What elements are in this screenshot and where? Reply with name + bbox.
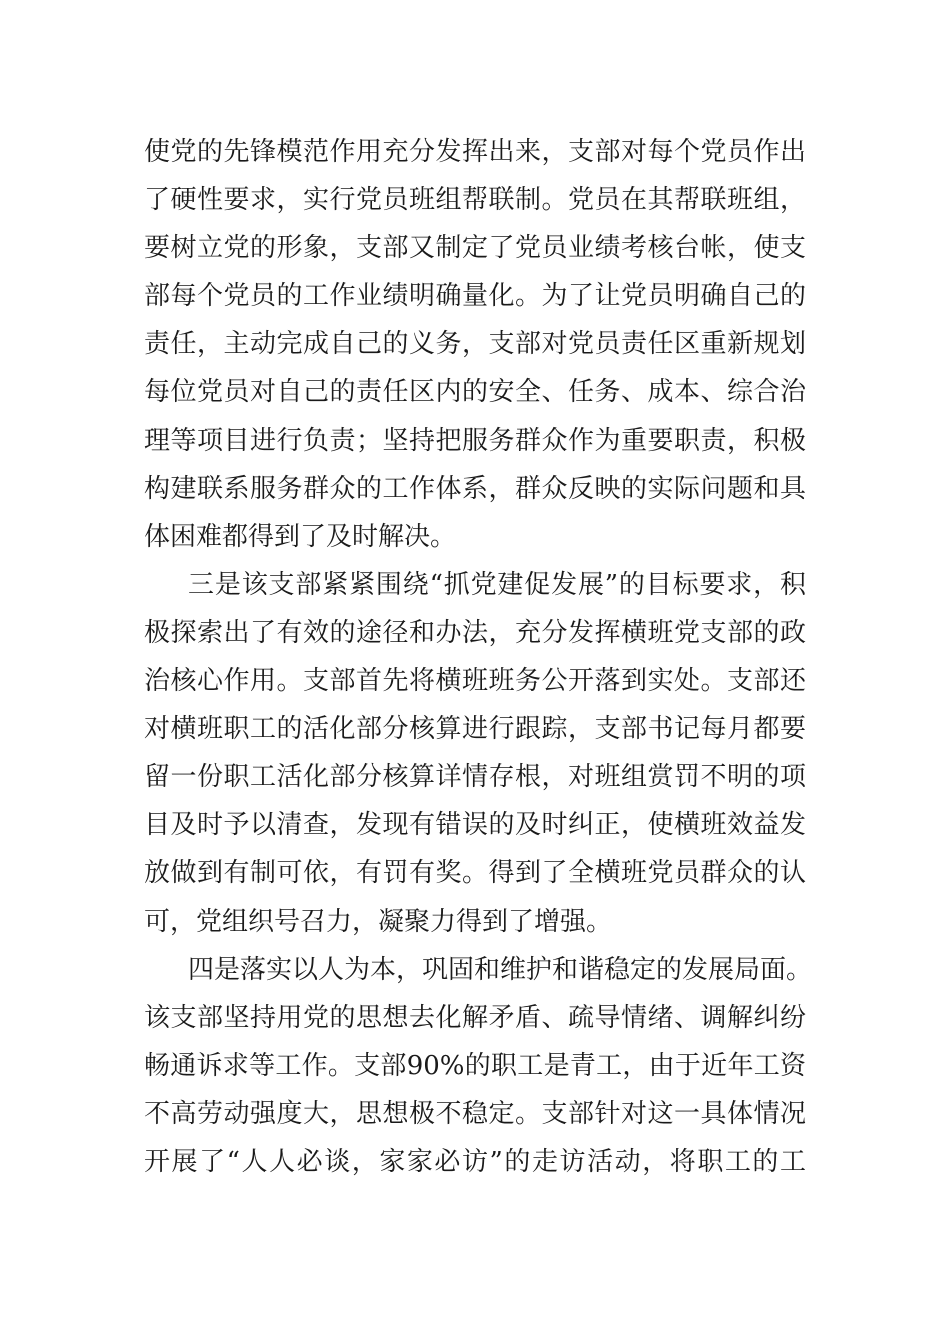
text-line-17: 可，党组织号召力，凝聚力得到了增强。 [144, 906, 613, 937]
text-line-19: 该支部坚持用党的思想去化解矛盾、疏导情绪、调解纠纷 [144, 1002, 806, 1033]
text-line-7: 理等项目进行负责；坚持把服务群众作为重要职责，积极 [144, 425, 806, 456]
paragraph-4-line-1: 四是落实以人为本，巩固和维护和谐稳定的发展局面。 [188, 954, 813, 985]
text-line-9: 体困难都得到了及时解决。 [144, 521, 457, 552]
text-line-21: 不高劳动强度大，思想极不稳定。支部针对这一具体情况 [144, 1098, 806, 1129]
text-line-12: 治核心作用。支部首先将横班班务公开落到实处。支部还 [144, 666, 806, 697]
text-line-4: 部每个党员的工作业绩明确量化。为了让党员明确自己的 [144, 281, 806, 312]
document-body [144, 128, 813, 1186]
paragraph-3-line-1: 三是该支部紧紧围绕“抓党建促发展”的目标要求，积 [188, 569, 806, 600]
text-line-14: 留一份职工活化部分核算详情存根，对班组赏罚不明的项 [144, 762, 806, 793]
text-line-1: 使党的先锋模范作用充分发挥出来，支部对每个党员作出 [144, 137, 806, 167]
text-line-15: 目及时予以清查，发现有错误的及时纠正，使横班效益发 [144, 810, 806, 841]
text-line-2: 了硬性要求，实行党员班组帮联制。党员在其帮联班组， [144, 185, 806, 216]
text-line-16: 放做到有制可依，有罚有奖。得到了全横班党员群众的认 [144, 858, 806, 889]
text-line-8: 构建联系服务群众的工作体系，群众反映的实际问题和具 [144, 473, 806, 504]
text-line-20: 畅通诉求等工作。支部90%的职工是青工，由于近年工资 [144, 1050, 806, 1081]
text-line-22: 开展了“人人必谈，家家必访”的走访活动，将职工的工 [144, 1146, 806, 1177]
text-line-3: 要树立党的形象，支部又制定了党员业绩考核台帐，使支 [144, 233, 806, 264]
text-line-11: 极探索出了有效的途径和办法，充分发挥横班党支部的政 [144, 617, 806, 648]
text-line-13: 对横班职工的活化部分核算进行跟踪，支部书记每月都要 [144, 714, 806, 745]
text-line-5: 责任，主动完成自己的义务，支部对党员责任区重新规划 [144, 329, 806, 360]
text-line-6: 每位党员对自己的责任区内的安全、任务、成本、综合治 [144, 377, 806, 408]
